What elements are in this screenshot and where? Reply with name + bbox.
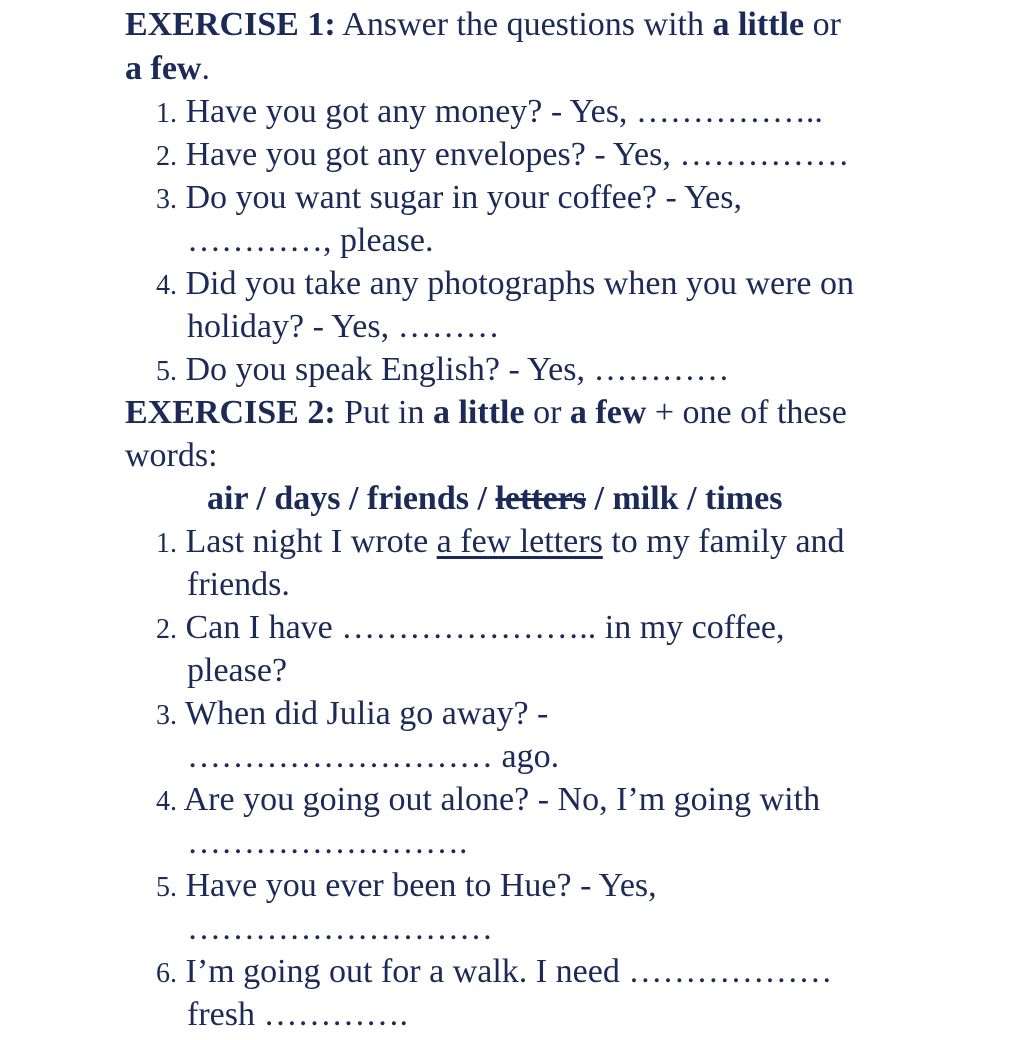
word-bank-struck-word: letters — [495, 480, 587, 517]
ex2-sentence-4 — [156, 780, 820, 822]
ex1-q5-number: 5. — [156, 356, 177, 387]
ex2-s2-number: 2. — [156, 614, 177, 645]
exercise1-keyword-few: a few — [125, 50, 202, 87]
ex1-q3-number: 3. — [156, 184, 177, 215]
exercise1-heading-cont — [125, 49, 210, 89]
ex2-s1-number: 1. — [156, 528, 177, 559]
exercise2-keyword-little: a little — [432, 394, 525, 431]
ex1-q5-text: Do you speak English? - Yes, ………… — [185, 351, 730, 388]
ex2-s1-continuation: friends. — [187, 566, 290, 603]
ex2-s6-text: I’m going out for a walk. I need ……………… — [185, 953, 833, 990]
exercise2-label: EXERCISE 2: — [125, 394, 336, 431]
ex2-s6-number: 6. — [156, 958, 177, 989]
ex2-s2-continuation: please? — [187, 652, 288, 689]
ex2-s1-before: Last night I wrote — [185, 523, 437, 560]
exercise2-instruction-part2: or — [524, 394, 570, 431]
ex2-s4-number: 4. — [156, 786, 177, 817]
ex1-q4-text: Did you take any photographs when you were on — [185, 265, 855, 302]
exercise1-instruction-part2: or — [804, 6, 841, 43]
ex2-s3-number: 3. — [156, 700, 177, 731]
exercise2-instruction-part3: + one of these — [646, 394, 847, 431]
ex1-q4-number: 4. — [156, 270, 177, 301]
ex2-sentence-5 — [156, 866, 657, 908]
ex2-s1-example-answer: a few letters — [436, 523, 603, 560]
ex2-s3-continuation: ……………………… ago. — [187, 738, 560, 775]
ex2-s6-continuation: fresh …………. — [187, 996, 408, 1033]
ex1-q3-text: Do you want sugar in your coffee? - Yes, — [185, 179, 742, 216]
ex2-s1-after: to my family and — [602, 523, 845, 560]
word-bank-part1: air / days / friends / — [207, 480, 496, 517]
ex2-sentence-3 — [156, 694, 548, 736]
exercise2-instruction-part1: Put in — [335, 394, 433, 431]
exercise1-heading — [125, 5, 841, 45]
ex2-s5-number: 5. — [156, 872, 177, 903]
ex1-question-2 — [156, 135, 849, 177]
ex1-question-1 — [156, 92, 823, 134]
ex1-question-4 — [156, 264, 854, 306]
ex2-sentence-1 — [156, 522, 845, 564]
ex1-question-5 — [156, 350, 729, 392]
ex2-s3-text: When did Julia go away? - — [184, 695, 549, 732]
exercise1-label: EXERCISE 1: — [125, 6, 336, 43]
word-bank — [207, 479, 782, 519]
exercise2-keyword-few: a few — [569, 394, 647, 431]
exercise2-heading-cont: words: — [125, 437, 218, 474]
ex2-s4-continuation: ……………………. — [187, 824, 468, 861]
exercise1-keyword-little: a little — [712, 6, 805, 43]
exercise2-heading — [125, 393, 847, 433]
ex1-q1-text: Have you got any money? - Yes, …………….. — [185, 93, 823, 130]
ex1-q1-number: 1. — [156, 98, 177, 129]
word-bank-part2: / milk / times — [586, 480, 783, 517]
ex1-q2-number: 2. — [156, 141, 177, 172]
ex1-q2-text: Have you got any envelopes? - Yes, …………… — [185, 136, 850, 173]
ex1-question-3 — [156, 178, 742, 220]
ex2-s5-text: Have you ever been to Hue? - Yes, — [185, 867, 657, 904]
ex2-s2-text: Can I have ………………….. in my coffee, — [185, 609, 785, 646]
ex2-s4-text: Are you going out alone? - No, I’m going with — [183, 781, 821, 818]
ex1-q3-continuation: …………, please. — [187, 222, 434, 259]
ex2-s5-continuation: ……………………… — [187, 910, 493, 947]
ex2-sentence-2 — [156, 608, 784, 650]
exercise1-heading-period: . — [201, 50, 210, 87]
ex2-sentence-6 — [156, 952, 832, 994]
ex1-q4-continuation: holiday? - Yes, ……… — [187, 308, 500, 345]
exercise1-instruction-part1: Answer the questions with — [335, 6, 713, 43]
